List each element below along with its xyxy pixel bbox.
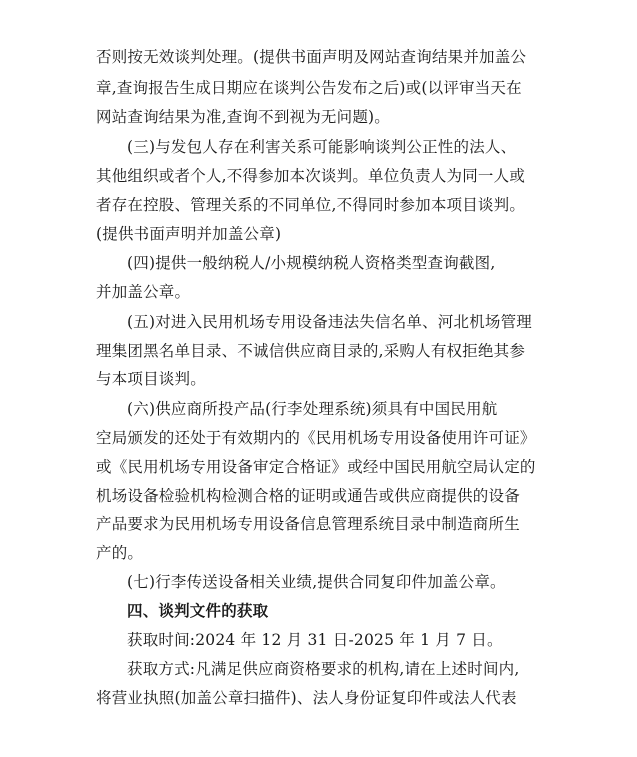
text-line: 机场设备检验机构检测合格的证明或通告或供应商提供的设备: [96, 487, 520, 505]
text-line: 产的。: [96, 544, 144, 562]
text-line: 者存在控股、管理关系的不同单位,不得同时参加本项目谈判。: [96, 196, 526, 214]
text-line: 将营业执照(加盖公章扫描件)、法人身份证复印件或法人代表: [96, 689, 517, 707]
text-line: 网站查询结果为准,查询不到视为无问题)。: [96, 108, 390, 126]
text-line: 其他组织或者个人,不得参加本次谈判。单位负责人为同一人或: [96, 167, 526, 185]
text-line: 否则按无效谈判处理。(提供书面声明及网站查询结果并加盖公: [96, 48, 527, 66]
text-line: 获取方式:凡满足供应商资格要求的机构,请在上述时间内,: [127, 660, 520, 678]
text-line: 章,查询报告生成日期应在谈判公告发布之后)或(以评审当天在: [96, 79, 522, 97]
text-line: 获取时间:2024 年 12 月 31 日-2025 年 1 月 7 日。: [127, 631, 503, 649]
text-line: 产品要求为民用机场专用设备信息管理系统目录中制造商所生: [96, 515, 520, 533]
text-line: (五)对进入民用机场专用设备违法失信名单、河北机场管理: [127, 313, 532, 331]
text-line: (四)提供一般纳税人/小规模纳税人资格类型查询截图,: [127, 254, 496, 272]
section-heading: 四、谈判文件的获取: [127, 602, 269, 620]
text-line: 与本项目谈判。: [96, 370, 206, 388]
text-line: (七)行李传送设备相关业绩,提供合同复印件加盖公章。: [127, 573, 506, 591]
text-line: 空局颁发的还处于有效期内的《民用机场专用设备使用许可证》: [96, 429, 536, 447]
text-line: (提供书面声明并加盖公章): [96, 225, 282, 243]
text-line: 或《民用机场专用设备审定合格证》或经中国民用航空局认定的: [96, 458, 536, 476]
text-line: 并加盖公章。: [96, 283, 191, 301]
text-line: (六)供应商所投产品(行李处理系统)须具有中国民用航: [127, 400, 498, 418]
text-line: (三)与发包人存在利害关系可能影响谈判公正性的法人、: [127, 138, 517, 156]
text-line: 理集团黑名单目录、不诚信供应商目录的,采购人有权拒绝其参: [96, 342, 526, 360]
